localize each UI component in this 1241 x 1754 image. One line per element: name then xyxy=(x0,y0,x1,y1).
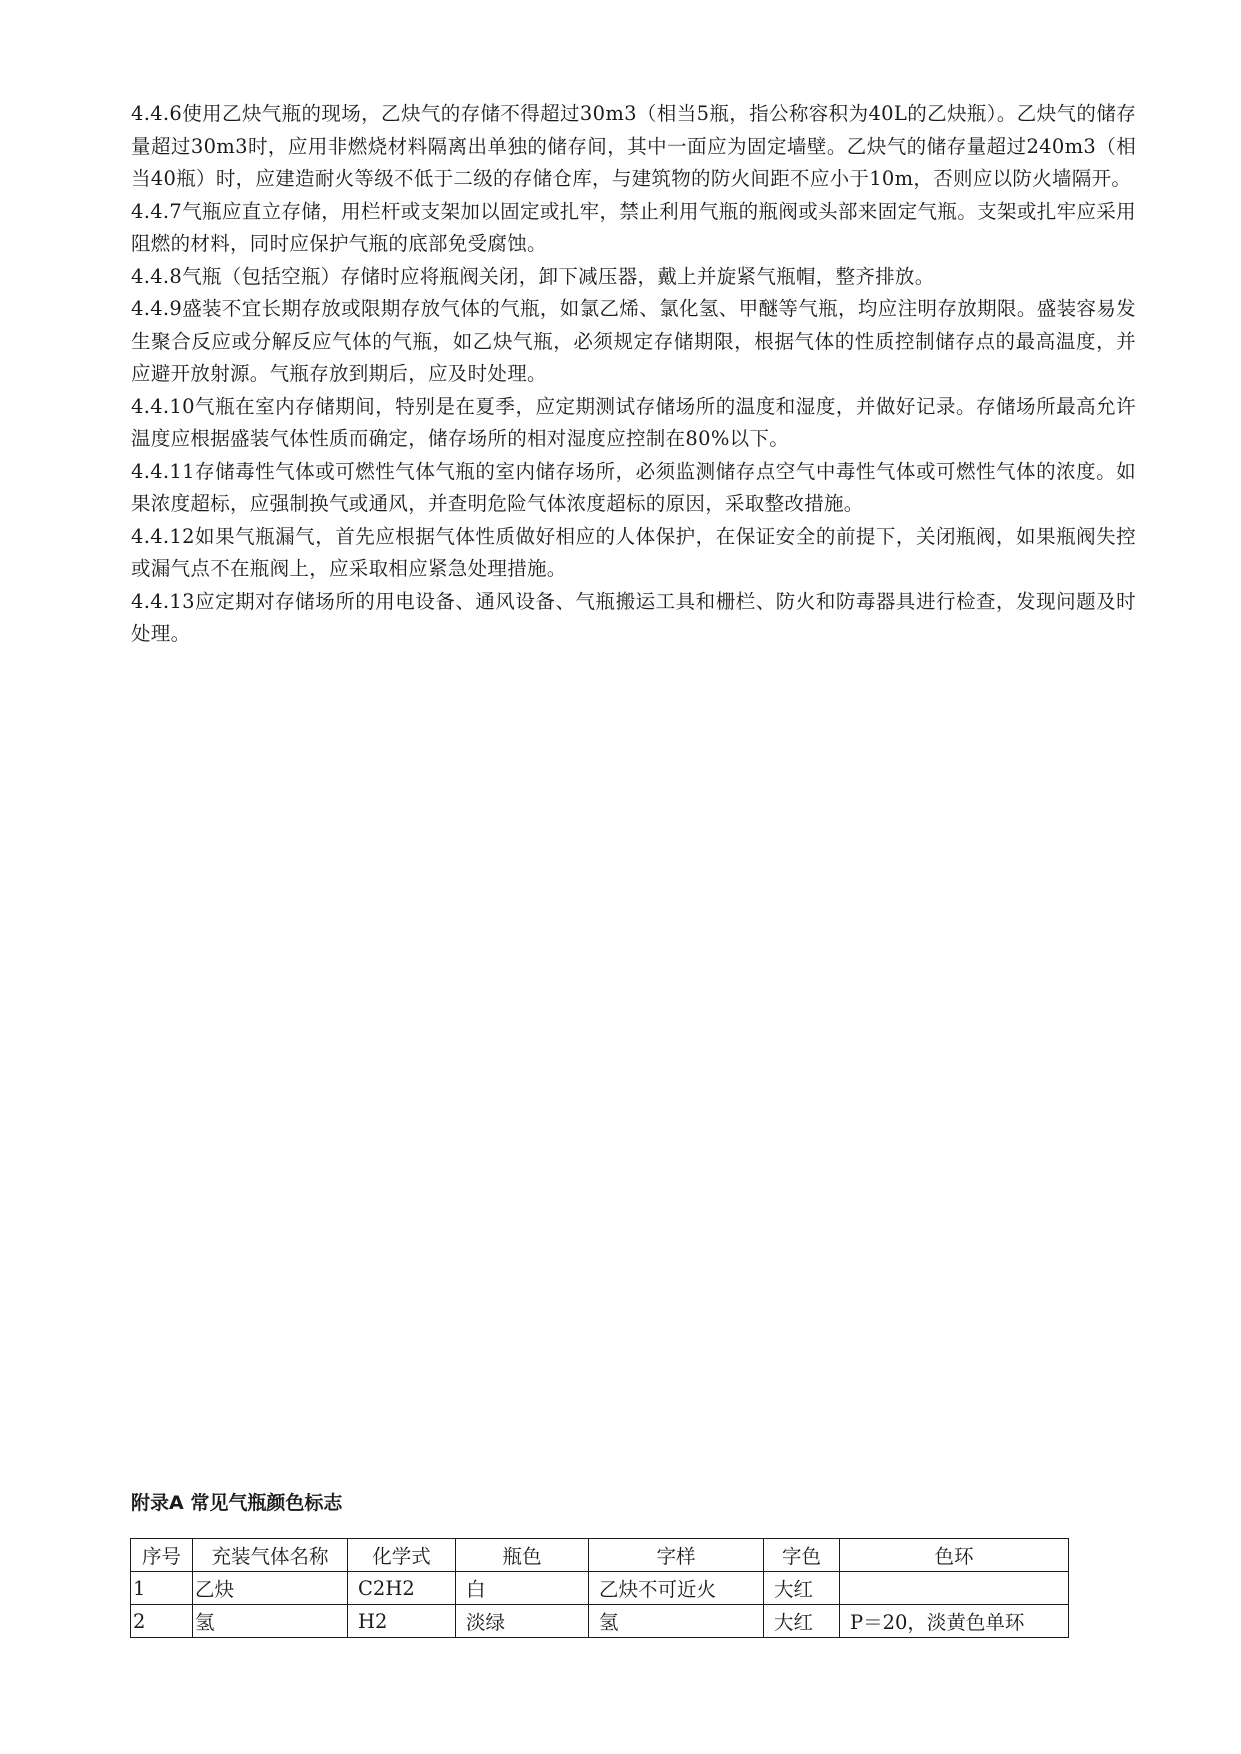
header-lettering: 字样 xyxy=(589,1539,764,1572)
table-row xyxy=(131,1572,1069,1605)
cell-formula: H2 xyxy=(348,1605,456,1638)
cell-cylinder-color: 淡绿 xyxy=(456,1605,589,1638)
cell-index: 2 xyxy=(131,1605,193,1638)
paragraph-4-4-7: 4.4.7气瓶应直立存储，用栏杆或支架加以固定或扎牢，禁止利用气瓶的瓶阀或头部来固定气瓶。支架或扎牢应采用阻燃的材料，同时应保护气瓶的底部免受腐蚀。 xyxy=(131,199,1136,255)
table-row xyxy=(131,1605,1069,1638)
header-cylinder-color: 瓶色 xyxy=(456,1539,589,1572)
cell-color-ring xyxy=(840,1572,1069,1605)
cell-gas-name: 乙炔 xyxy=(193,1572,348,1605)
paragraph-4-4-6: 4.4.6使用乙炔气瓶的现场，乙炔气的存储不得超过30m3（相当5瓶，指公称容积为40L的乙炔瓶）。乙炔气的储存量超过30m3时，应用非燃烧材料隔离出单独的储存间，其中一面应为固定墙壁。乙炔气的储存量超过240m3（相当40瓶）时，应建造耐火等级不低于二级的存储仓库，与建筑物的防火间距不应小于10m，否则应以防火墙隔开。 xyxy=(131,102,1136,190)
cell-lettering: 氢 xyxy=(589,1605,764,1638)
header-index: 序号 xyxy=(131,1539,193,1572)
header-formula: 化学式 xyxy=(348,1539,456,1572)
paragraph-4-4-8: 4.4.8气瓶（包括空瓶）存储时应将瓶阀关闭，卸下减压器，戴上并旋紧气瓶帽，整齐排放。 xyxy=(131,264,935,288)
cell-color-ring: P＝20，淡黄色单环 xyxy=(840,1605,1069,1638)
cylinder-color-table xyxy=(130,1538,1069,1638)
cell-letter-color: 大红 xyxy=(764,1572,840,1605)
paragraph-4-4-13: 4.4.13应定期对存储场所的用电设备、通风设备、气瓶搬运工具和栅栏、防火和防毒器具进行检查，发现问题及时处理。 xyxy=(131,589,1136,645)
appendix-title: 附录A 常见气瓶颜色标志 xyxy=(131,1492,343,1514)
header-color-ring: 色环 xyxy=(840,1539,1069,1572)
table-header-row xyxy=(131,1539,1069,1572)
cell-formula: C2H2 xyxy=(348,1572,456,1605)
paragraph-4-4-9: 4.4.9盛装不宜长期存放或限期存放气体的气瓶，如氯乙烯、氯化氢、甲醚等气瓶，均应注明存放期限。盛装容易发生聚合反应或分解反应气体的气瓶，如乙炔气瓶，必须规定存储期限，根据气体的性质控制储存点的最高温度，并应避开放射源。气瓶存放到期后，应及时处理。 xyxy=(131,297,1136,385)
paragraph-4-4-11: 4.4.11存储毒性气体或可燃性气体气瓶的室内储存场所，必须监测储存点空气中毒性气体或可燃性气体的浓度。如果浓度超标，应强制换气或通风，并查明危险气体浓度超标的原因，采取整改措施。 xyxy=(131,459,1136,515)
cell-gas-name: 氢 xyxy=(193,1605,348,1638)
paragraph-4-4-10: 4.4.10气瓶在室内存储期间，特别是在夏季，应定期测试存储场所的温度和湿度，并做好记录。存储场所最高允许温度应根据盛装气体性质而确定，储存场所的相对湿度应控制在80%以下。 xyxy=(131,394,1136,450)
cell-letter-color: 大红 xyxy=(764,1605,840,1638)
header-letter-color: 字色 xyxy=(764,1539,840,1572)
header-gas-name: 充装气体名称 xyxy=(193,1539,348,1572)
cell-cylinder-color: 白 xyxy=(456,1572,589,1605)
cell-index: 1 xyxy=(131,1572,193,1605)
document-body xyxy=(131,98,1136,651)
paragraph-4-4-12: 4.4.12如果气瓶漏气，首先应根据气体性质做好相应的人体保护，在保证安全的前提下，关闭瓶阀，如果瓶阀失控或漏气点不在瓶阀上，应采取相应紧急处理措施。 xyxy=(131,524,1136,580)
cell-lettering: 乙炔不可近火 xyxy=(589,1572,764,1605)
